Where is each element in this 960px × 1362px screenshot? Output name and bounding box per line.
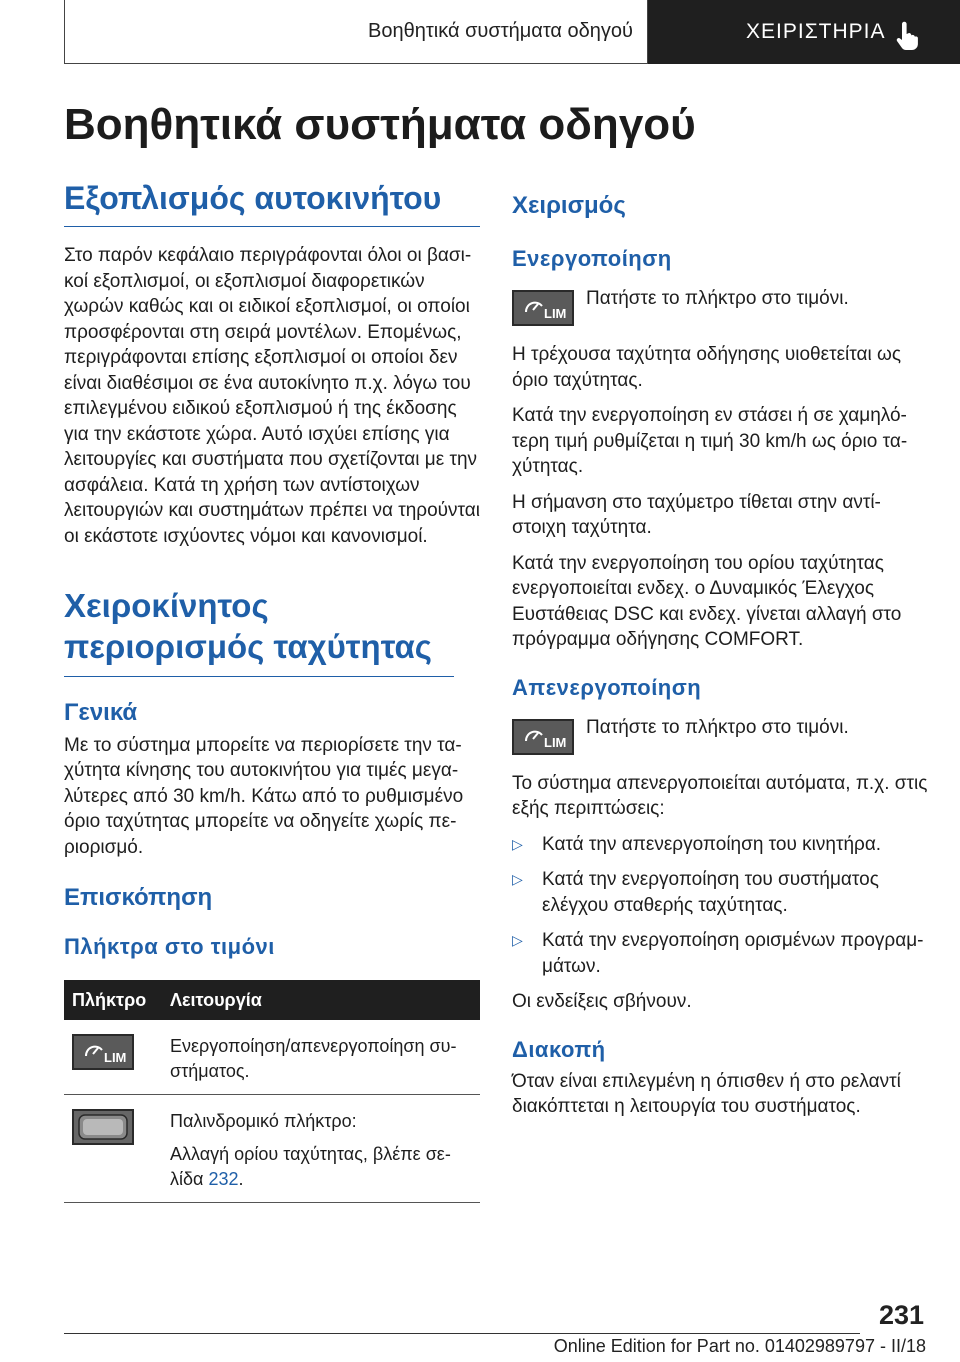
page-number: 231	[878, 1300, 924, 1330]
general-heading: Γενικά	[64, 698, 138, 726]
hand-pointer-icon	[896, 21, 922, 51]
press-button-text: Πατήστε το πλήκτρο στο τιμόνι.	[586, 716, 849, 738]
limiter-heading: Χειροκίνητος περιορισμός ταχύτητας	[64, 585, 454, 677]
header-section-label: ΧΕΙΡΙΣΤΗΡΙΑ	[746, 20, 886, 43]
table-cell-function: Παλινδρομικό πλήκτρο:	[170, 1111, 357, 1131]
footer-edition: Online Edition for Part no. 01402989797 - II/18	[553, 1336, 926, 1356]
keys-table	[64, 980, 480, 1203]
page-title: Βοηθητικά συστήματα οδηγού	[64, 100, 696, 149]
table-header-key: Πλήκτρο	[64, 980, 162, 1020]
activation-text-3: Η σήμανση στο ταχύμετρο τίθεται στην αντίστοιχη ταχύτητα.	[512, 491, 881, 538]
activation-text-4: Κατά την ενεργοποίηση του ορίου ταχύτητας ενεργοποιείται ενδεχ. ο Δυναμικός Έλεγχος Ευστάθειας DSC και ενδεχ. γίνεται αλλαγή στο πρόγραμμα οδήγησης COMFORT.	[512, 552, 902, 650]
activation-text-2: Κατά την ενεργοποίηση εν στάσει ή σε χαμηλότερη τιμή ρυθμίζεται η τιμή 30 km/h ως όριο ταχύτητας.	[512, 405, 908, 477]
interrupt-heading: Διακοπή	[512, 1036, 606, 1062]
left-column	[64, 178, 480, 1203]
equipment-heading: Εξοπλισμός αυτοκινήτου	[64, 178, 480, 227]
table-cell-function: Ενεργοποίηση/απενεργοποίηση συστήματος.	[162, 1020, 480, 1095]
general-text: Με το σύστημα μπορείτε να περιορίσετε την ταχύτητα κίνησης του αυτοκινήτου για τιμές μεγαλύτερες από 30 km/h. Κάτω από το ρυθμισμένο όριο ταχύτητας μπορείτε να οδηγείτε χωρίς περιορισμό.	[64, 734, 464, 858]
lim-button-icon	[72, 1034, 134, 1070]
table-row	[64, 1020, 480, 1095]
deactivation-heading: Απενεργοποίηση	[512, 674, 702, 700]
lim-label: LIM	[104, 1050, 127, 1065]
keys-heading: Πλήκτρα στο τιμόνι	[64, 934, 275, 959]
header-chapter	[64, 0, 648, 64]
lim-button-icon	[512, 719, 574, 755]
rocker-switch-icon	[72, 1109, 134, 1145]
table-row: Παλινδρομικό πλήκτρο: Αλλαγή ορίου ταχύτητας, βλέπε σελίδα 232.	[64, 1095, 480, 1203]
triangle-bullet-icon: ▷	[512, 871, 523, 887]
lim-label: LIM	[544, 734, 567, 750]
equipment-text: Στο παρόν κεφάλαιο περιγράφονται όλοι οι βασικοί εξοπλισμοί, οι εξοπλισμοί διαφορετικών χωρών καθώς και οι ειδικοί εξοπλισμοί, οι οποίοι προσφέρονται στη σειρά μοντέλων. Επομένως, περιγράφονται επίσης εξοπλισμοί οι οποίοι δεν είναι διαθέσιμοι σε ένα αυτοκίνητο π.χ. λόγω του επιλεγμένου ειδικού εξοπλισμού ή της έκδοσης για την εκάστοτε χώρα. Αυτό ισχύει επίσης για λειτουργίες και συστήματα που σχετίζονται με την ασφάλεια. Κατά τη χρήση των αντίστοιχων λειτουργιών και συστημάτων πρέπει να τηρούνται οι εκάστοτε ισχύοντες νόμοι και κανονισμοί.	[64, 245, 480, 547]
right-column	[512, 192, 928, 1120]
list-item: ▷ Κατά την ενεργοποίηση του συστήματος ελέγχου σταθερής ταχύτητας.	[512, 869, 879, 916]
activation-heading: Ενεργοποίηση	[512, 246, 672, 271]
press-button-text: Πατήστε το πλήκτρο στο τιμόνι.	[586, 288, 849, 309]
triangle-bullet-icon: ▷	[512, 932, 523, 948]
triangle-bullet-icon: ▷	[512, 835, 523, 852]
lim-label: LIM	[544, 306, 567, 321]
deactivation-text-2: Οι ενδείξεις σβήνουν.	[512, 991, 692, 1012]
lim-button-icon	[512, 290, 574, 326]
header-chapter-title: Βοηθητικά συστήματα οδηγού	[368, 20, 633, 42]
list-item: ▷ Κατά την ενεργοποίηση ορισμένων προγραμμάτων.	[512, 930, 924, 977]
footer-divider	[64, 1333, 860, 1334]
deactivation-text-1: Το σύστημα απενεργοποιείται αυτόματα, π.χ. στις εξής περιπτώσεις:	[512, 772, 928, 819]
page-link[interactable]: 232	[208, 1169, 239, 1189]
header-section-tab[interactable]	[648, 0, 960, 64]
overview-heading: Επισκόπηση	[64, 884, 213, 911]
operation-heading: Χειρισμός	[512, 192, 626, 219]
list-item: ▷ Κατά την απενεργοποίηση του κινητήρα.	[512, 832, 928, 858]
activation-text-1: Η τρέχουσα ταχύτητα οδήγησης υιοθετείται ως όριο ταχύτητας.	[512, 344, 901, 391]
interrupt-text: Όταν είναι επιλεγμένη η όπισθεν ή στο ρελαντί διακόπτεται η λειτουργία του συστήματος.	[512, 1070, 901, 1117]
table-header-function: Λειτουργία	[162, 980, 480, 1020]
table-cell-function: Αλλαγή ορίου ταχύτητας, βλέπε σελίδα	[170, 1144, 451, 1189]
